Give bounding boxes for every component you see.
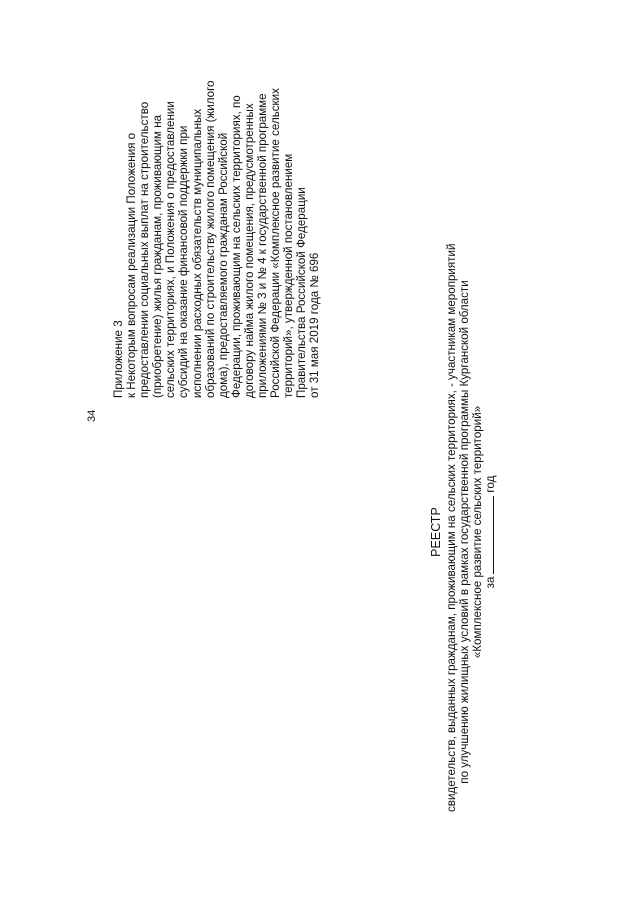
appendix-line: Российской Федерации «Комплексное развитие сельских bbox=[269, 88, 283, 398]
appendix-line: договору найма жилого помещения, предусмотренных bbox=[242, 103, 256, 398]
appendix-line: субсидий на оказание финансовой поддержки при bbox=[177, 125, 191, 398]
register-title-block bbox=[429, 243, 497, 812]
appendix-line: Федерации, проживающим на сельских территориях, по bbox=[229, 95, 243, 398]
register-subtitle-line: по улучшению жилищных условий в рамках государственной программы Курганской области bbox=[458, 280, 471, 784]
appendix-line: исполнении расходных обязательств муниципальных bbox=[190, 108, 204, 398]
appendix-reference-block bbox=[112, 58, 322, 398]
year-prefix: за bbox=[484, 576, 497, 589]
rotated-landscape-content bbox=[68, 52, 528, 852]
register-subtitle-line: «Комплексное развитие сельских территорий» bbox=[471, 405, 484, 659]
register-title: РЕЕСТР bbox=[429, 507, 443, 557]
appendix-line: дома), предоставляемого гражданам Российской bbox=[216, 132, 230, 398]
page-number: 34 bbox=[86, 409, 98, 422]
appendix-line: от 31 мая 2019 года № 696 bbox=[308, 252, 322, 398]
appendix-line: сельских территориях, и Положения о предоставлении bbox=[164, 101, 178, 398]
appendix-line: (приобретение) жилья гражданам, проживающим на bbox=[151, 114, 165, 398]
year-blank-field bbox=[484, 496, 494, 574]
appendix-line: приложениями № 3 и № 4 к государственной программе bbox=[256, 93, 270, 398]
appendix-line: Приложение 3 bbox=[112, 320, 125, 398]
year-suffix: год bbox=[484, 475, 497, 493]
register-year-line bbox=[484, 252, 497, 812]
appendix-line: Правительства Российской Федерации bbox=[295, 187, 309, 398]
appendix-line: предоставлении социальных выплат на строительство bbox=[138, 101, 152, 398]
appendix-line: образований по строительству жилого помещения (жилого bbox=[203, 80, 217, 398]
appendix-line: территорий», утвержденной постановлением bbox=[282, 153, 296, 398]
register-subtitle-line: свидетельств, выданных гражданам, проживающим на сельских территориях, - участникам мероприятий bbox=[445, 243, 458, 812]
appendix-line: к Некоторым вопросам реализации Положения о bbox=[125, 132, 139, 398]
